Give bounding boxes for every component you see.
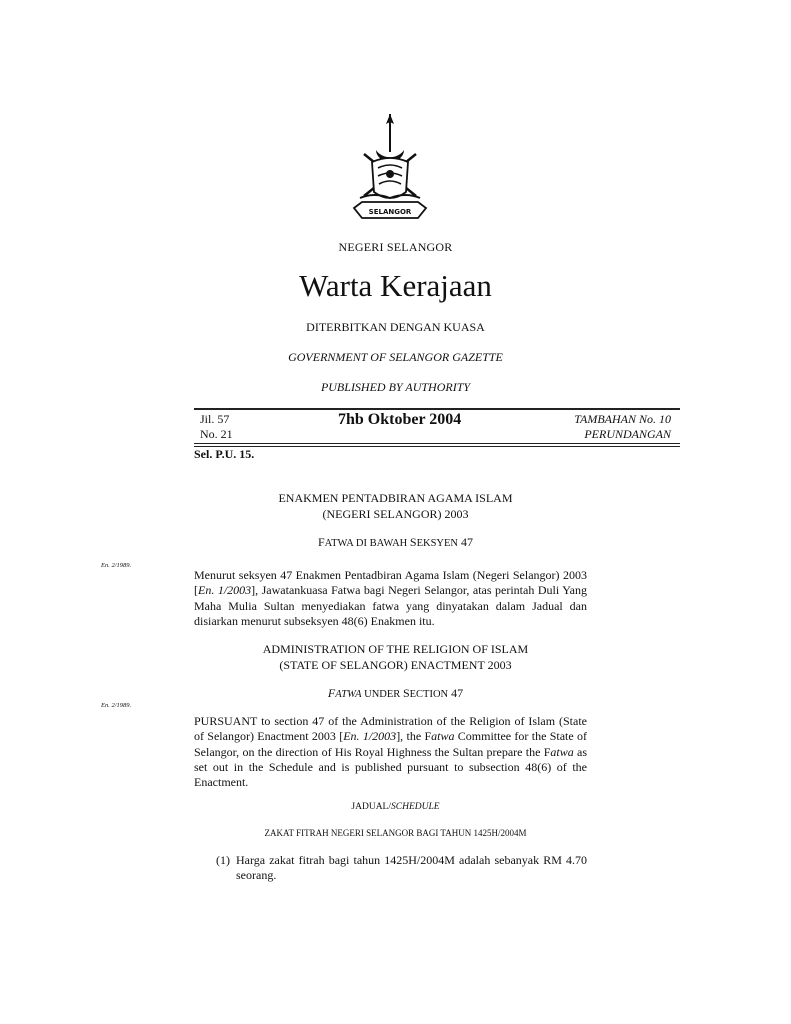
en-body-fatwa1: atwa (431, 729, 455, 744)
fatwa-word-f: F (317, 535, 325, 549)
margin-note-english: En. 2/1989. (101, 702, 132, 709)
seksyen-rest: EKSYEN (416, 538, 458, 549)
english-title-line-2: (STATE OF SELANGOR) ENACTMENT 2003 (279, 658, 512, 672)
en-fatwa-rest: ATWA (335, 689, 362, 700)
en-body-post: as set out in the Schedule and is published pursuant to subsection 48(6) of the Enactment. (194, 744, 587, 790)
supplement-block (574, 412, 671, 442)
en-section-number: 47 (448, 686, 464, 700)
en-body-fatwa2: atwa (550, 744, 574, 759)
malay-body-ref: En. 1/2003 (198, 583, 252, 598)
english-paragraph (194, 714, 587, 790)
supplement-number: TAMBAHAN No. 10 (574, 412, 671, 426)
en-body-ref: En. 1/2003 (343, 729, 397, 744)
seksyen-number: 47 (458, 535, 473, 549)
crest-banner-text: SELANGOR (368, 208, 412, 216)
margin-note-malay: En. 2/1989. (101, 562, 132, 569)
zakat-title: ZAKAT FITRAH NEGERI SELANGOR BAGI TAHUN 1425H/2004M (264, 828, 527, 838)
malay-body-pre: Menurut seksyen 47 Enakmen Pentadbiran Agama Islam (Negeri Selangor) 2003 [ (194, 568, 587, 598)
issue-number: No. 21 (200, 427, 233, 441)
en-fatwa-f: F (327, 686, 336, 700)
en-body-pre: PURSUANT to section 47 of the Administration of the Religion of Islam (State of Selangor) Enactment 2003 [ (194, 714, 587, 744)
subtitle-english-2: PUBLISHED BY AUTHORITY (320, 380, 471, 394)
schedule-heading (0, 802, 791, 812)
english-enactment-title (0, 641, 791, 673)
fatwa-sub-mid: DI BAWAH (353, 538, 410, 549)
state-name: NEGERI SELANGOR (338, 240, 453, 254)
masthead-bottom-rule (194, 443, 680, 444)
malay-body-post: ], Jawatankuasa Fatwa bagi Negeri Selangor, atas perintah Duli Yang Maha Mulia Sultan menyediakan fatwa yang dinyatakan dalam Jadual dan disiarkan menurut subseksyen 48(6) Enakmen itu. (194, 583, 587, 628)
selangor-crest (346, 112, 434, 234)
english-title-line-1: ADMINISTRATION OF THE RELIGION OF ISLAM (262, 642, 529, 656)
issue-date: 7hb Oktober 2004 (338, 411, 462, 428)
pu-number: Sel. P.U. 15. (194, 447, 255, 461)
schedule-label-english: SCHEDULE (391, 802, 440, 812)
subtitle-malay: DITERBITKAN DENGAN KUASA (306, 320, 485, 334)
supplement-type: PERUNDANGAN (584, 427, 671, 441)
en-body-mid1: ], the F (396, 729, 432, 744)
en-under: UNDER (361, 689, 403, 700)
malay-fatwa-subheading (0, 535, 791, 550)
volume-block (200, 412, 233, 442)
fatwa-word-rest: ATWA (324, 538, 354, 549)
schedule-item-text: Harga zakat fitrah bagi tahun 1425H/2004M adalah sebanyak RM 4.70 seorang. (236, 853, 587, 883)
masthead-top-rule (194, 408, 680, 410)
volume-label: Jil. 57 (200, 412, 230, 426)
malay-title-line-1: ENAKMEN PENTADBIRAN AGAMA ISLAM (278, 491, 513, 505)
malay-title-line-2: (NEGERI SELANGOR) 2003 (322, 507, 469, 521)
masthead-bottom-rule-2 (194, 446, 680, 447)
subtitle-english-1: GOVERNMENT OF SELANGOR GAZETTE (288, 350, 503, 364)
en-body-mid2: Committee for the State of Selangor, on the direction of His Royal Highness the Sultan prepare the F (194, 729, 587, 759)
seksyen-s: S (409, 535, 417, 549)
crest-icon (346, 112, 434, 234)
en-section-rest: ECTION (409, 689, 449, 700)
schedule-item-number: (1) (216, 853, 230, 867)
schedule-label-malay: JADUAL/ (351, 802, 392, 812)
malay-enactment-title (0, 490, 791, 522)
en-section-s: S (402, 686, 410, 700)
english-fatwa-subheading (0, 686, 791, 701)
malay-paragraph (194, 568, 587, 629)
gazette-title: Warta Kerajaan (299, 268, 492, 303)
